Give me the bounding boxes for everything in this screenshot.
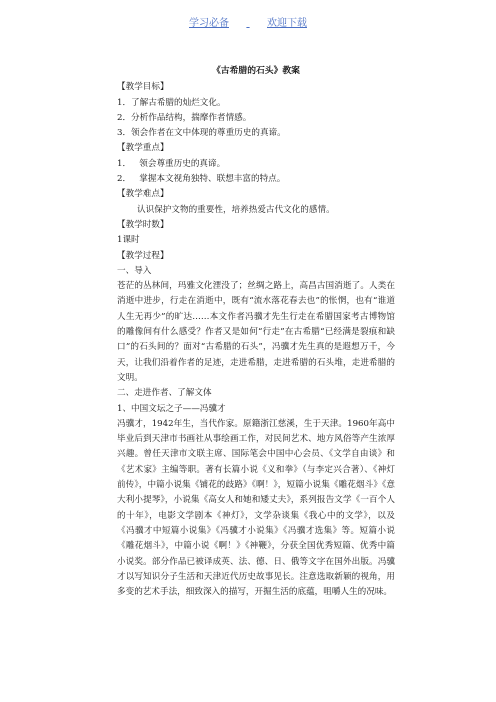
author-bio-paragraph: 冯骥才，1942年生，当代作家。原籍浙江慈溪，生于天津。1960年高中毕业后到天津市书画社从事绘画工作，对民间艺术、地方风俗等产生浓厚兴趣。曾任天津市文联主席、国际笔会中国中心会员、《文学自由谈》和《艺术家》主编等职。著有长篇小说《义和拳》（与李定兴合著）、《神灯前传》，中篇小说集《铺花的歧路》《啊！》，短篇小说集《雕花烟斗》《意大利小提琴》，小说集《高女人和她和矮丈夫》，系列报告文学《一百个人的十年》，电影文学剧本《神灯》，文学杂谈集《我心中的文学》，以及《冯骥才中短篇小说集》《冯骥才小说集》《冯骥才选集》等。短篇小说《雕花烟斗》，中篇小说《啊！》《神鞭》，分获全国优秀短篇、优秀中篇小说奖。部分作品已被译成英、法、德、日、俄等文字在国外出版。冯骥才以写知识分子生活和天津近代历史故事见长。注意选取新颖的视角，用多变的艺术手法，细致深入的描写，开掘生活的底蕴，咀嚼人生的况味。 — [117, 418, 395, 598]
header-underline-gap — [229, 18, 267, 29]
section-intro-heading: 一、导入 — [117, 265, 152, 276]
section-author-heading: 二、走进作者、了解文体 — [117, 388, 212, 399]
key-item: 1． 领会尊重历史的真谛。 — [117, 158, 226, 169]
process-heading: 【教学过程】 — [117, 250, 169, 261]
key-heading: 【教学重点】 — [117, 143, 169, 154]
author-subheading: 1、中国文坛之子——冯骥才 — [117, 403, 226, 414]
difficulty-text: 认识保护文物的重要性，培养热爱古代文化的感情。 — [137, 204, 335, 215]
intro-paragraph: 苍茫的丛林间，玛雅文化湮没了；丝绸之路上，高昌古国消逝了。人类在消逝中进步，行走在消逝中，既有“流水落花春去也”的怅惘，也有“谁道人生无再少”的旷达……本文作者冯骥才先生行走在希腊国家考古博物馆的雕像间有什么感受？作者又是如何“行走”在古希腊“已经满是裂痕和缺口”的石头间的？面对“古希腊的石头”，冯骥才先生真的是遐想万千，今天，让我们沿着作者的足迹，走进希腊，走进希腊的石头堆，走进希腊的文明。 — [117, 281, 395, 383]
goal-heading: 【教学目标】 — [117, 82, 169, 93]
page-header — [0, 14, 496, 29]
hours-heading: 【教学时数】 — [117, 219, 169, 230]
goal-item: 3．领会作者在文中体现的尊重历史的真谛。 — [117, 128, 286, 139]
header-right-text: 欢迎下载 — [267, 18, 307, 29]
lesson-plan-body — [117, 64, 395, 600]
hours-text: 1课时 — [117, 235, 140, 246]
key-item: 2． 掌握本文视角独特、联想丰富的特点。 — [117, 174, 286, 185]
header-left-text: 学习必备 — [189, 18, 229, 29]
document-title: 《古希腊的石头》教案 — [212, 66, 300, 76]
goal-item: 1．了解古希腊的灿烂文化。 — [117, 97, 226, 108]
difficulty-heading: 【教学难点】 — [117, 189, 169, 200]
goal-item: 2．分析作品结构，揣摩作者情感。 — [117, 112, 252, 123]
